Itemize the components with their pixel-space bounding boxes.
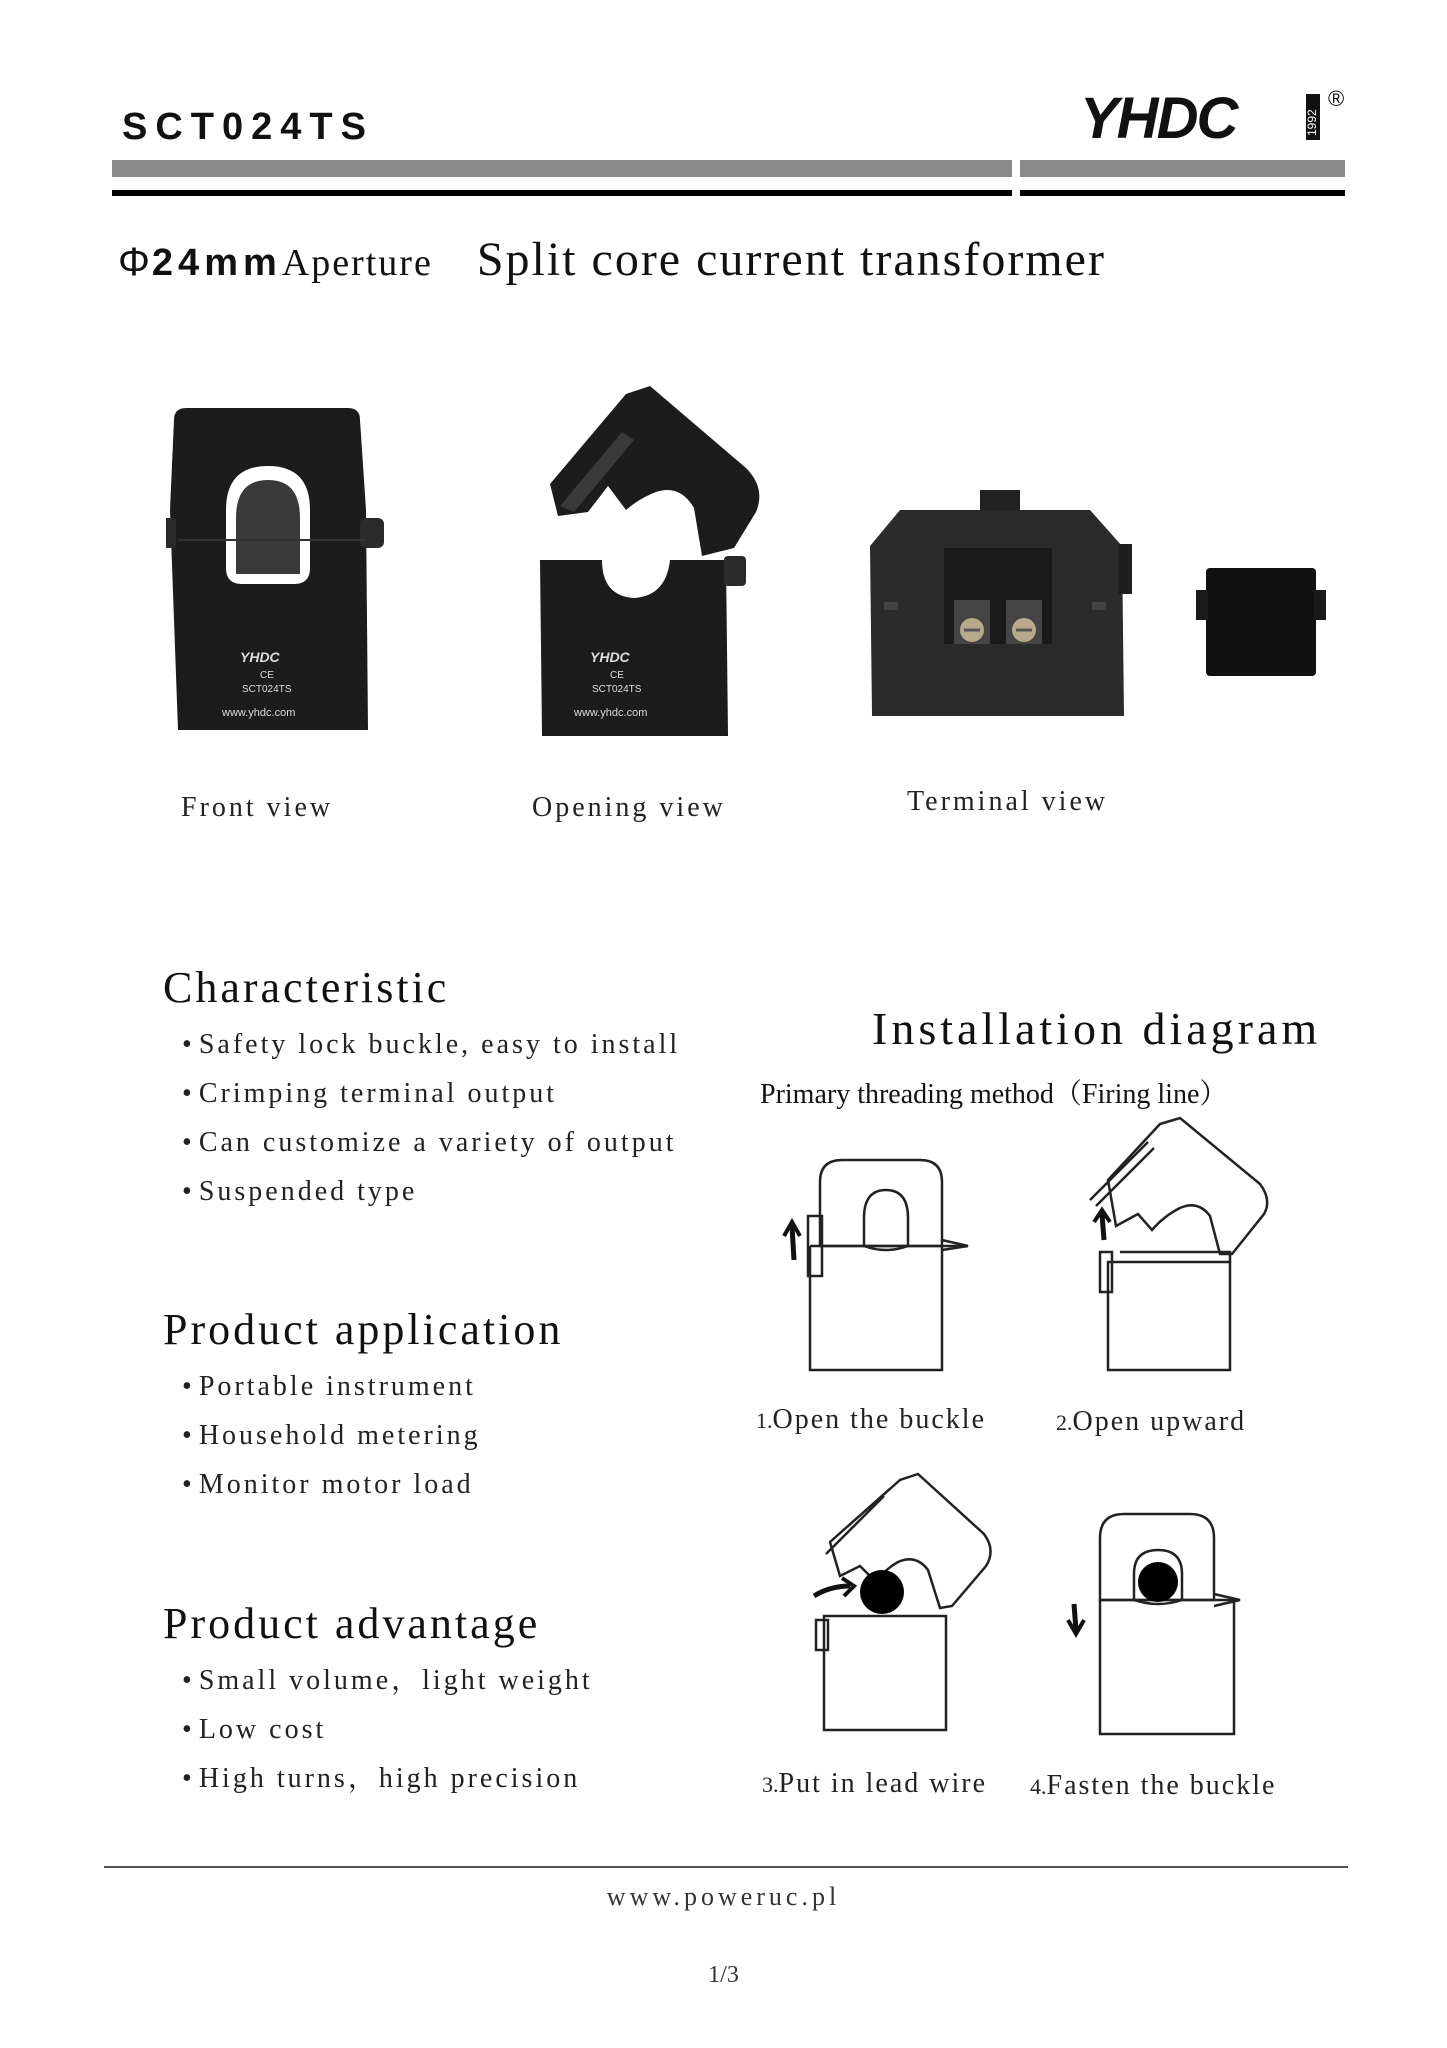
step-2-label: 2.Open upward — [1056, 1406, 1247, 1437]
advantage-list — [182, 1656, 593, 1803]
svg-text:YHDC: YHDC — [590, 649, 630, 665]
step-1-label: 1.Open the buckle — [756, 1404, 986, 1435]
logo-year: 1992 — [1305, 109, 1319, 136]
header-bar-black-right — [1020, 190, 1345, 196]
svg-text:SCT024TS: SCT024TS — [592, 684, 642, 695]
terminal-view-caption: Terminal view — [907, 786, 1109, 817]
page-number: 1/3 — [708, 1962, 739, 1988]
diagram-step-1 — [770, 1150, 990, 1380]
header-bar-grey-right — [1020, 160, 1345, 177]
diagram-step-4 — [1060, 1506, 1260, 1746]
list-item: • Monitor motor load — [182, 1460, 481, 1509]
front-view-photo — [160, 400, 400, 740]
list-item: • Can customize a variety of output — [182, 1118, 680, 1167]
header-bar-grey — [112, 160, 1012, 177]
characteristic-title: Characteristic — [163, 963, 450, 1012]
terminal-view-photo — [860, 490, 1140, 730]
footer-divider — [104, 1866, 1348, 1868]
header-bar-black — [112, 190, 1012, 196]
list-item: • Small volume，light weight — [182, 1656, 593, 1705]
list-item: • Suspended type — [182, 1167, 680, 1216]
svg-text:YHDC: YHDC — [240, 649, 280, 665]
aperture-label: Aperture — [281, 242, 433, 284]
opening-view-caption: Opening view — [532, 792, 726, 823]
list-item: • Household metering — [182, 1411, 481, 1460]
installation-title: Installation diagram — [872, 1003, 1322, 1054]
page-title — [118, 232, 1106, 287]
svg-text:www.yhdc.com: www.yhdc.com — [574, 707, 648, 719]
registered-mark: ® — [1328, 86, 1345, 111]
characteristic-list — [182, 1020, 680, 1216]
list-item: • Portable instrument — [182, 1362, 481, 1411]
list-item: • Safety lock buckle, easy to install — [182, 1020, 680, 1069]
title-main: Split core current transformer — [476, 233, 1106, 286]
terminal-cover-photo — [1192, 562, 1332, 680]
opening-view-photo — [530, 380, 780, 740]
logo-text: YHDC — [1080, 86, 1237, 148]
diagram-step-3 — [800, 1470, 1000, 1740]
application-list — [182, 1362, 481, 1509]
list-item: • High turns，high precision — [182, 1754, 593, 1803]
model-number: SCT024TS — [122, 106, 374, 148]
diameter: 24mm — [151, 242, 282, 284]
step-4-label: 4.Fasten the buckle — [1030, 1770, 1277, 1801]
phi-symbol: Φ — [118, 240, 152, 284]
svg-text:CE: CE — [260, 670, 274, 681]
website-link[interactable]: www.poweruc.pl — [606, 1882, 841, 1911]
diagram-step-2 — [1060, 1110, 1290, 1380]
list-item: • Crimping terminal output — [182, 1069, 680, 1118]
front-view-caption: Front view — [181, 792, 334, 823]
installation-subtitle: Primary threading method（Firing line） — [760, 1079, 1228, 1110]
yhdc-logo — [1080, 86, 1350, 148]
advantage-title: Product advantage — [163, 1599, 541, 1648]
svg-text:CE: CE — [610, 670, 624, 681]
application-title: Product application — [163, 1305, 564, 1354]
svg-text:www.yhdc.com: www.yhdc.com — [222, 707, 296, 719]
list-item: • Low cost — [182, 1705, 593, 1754]
svg-text:SCT024TS: SCT024TS — [242, 684, 292, 695]
step-3-label: 3.Put in lead wire — [762, 1768, 988, 1799]
